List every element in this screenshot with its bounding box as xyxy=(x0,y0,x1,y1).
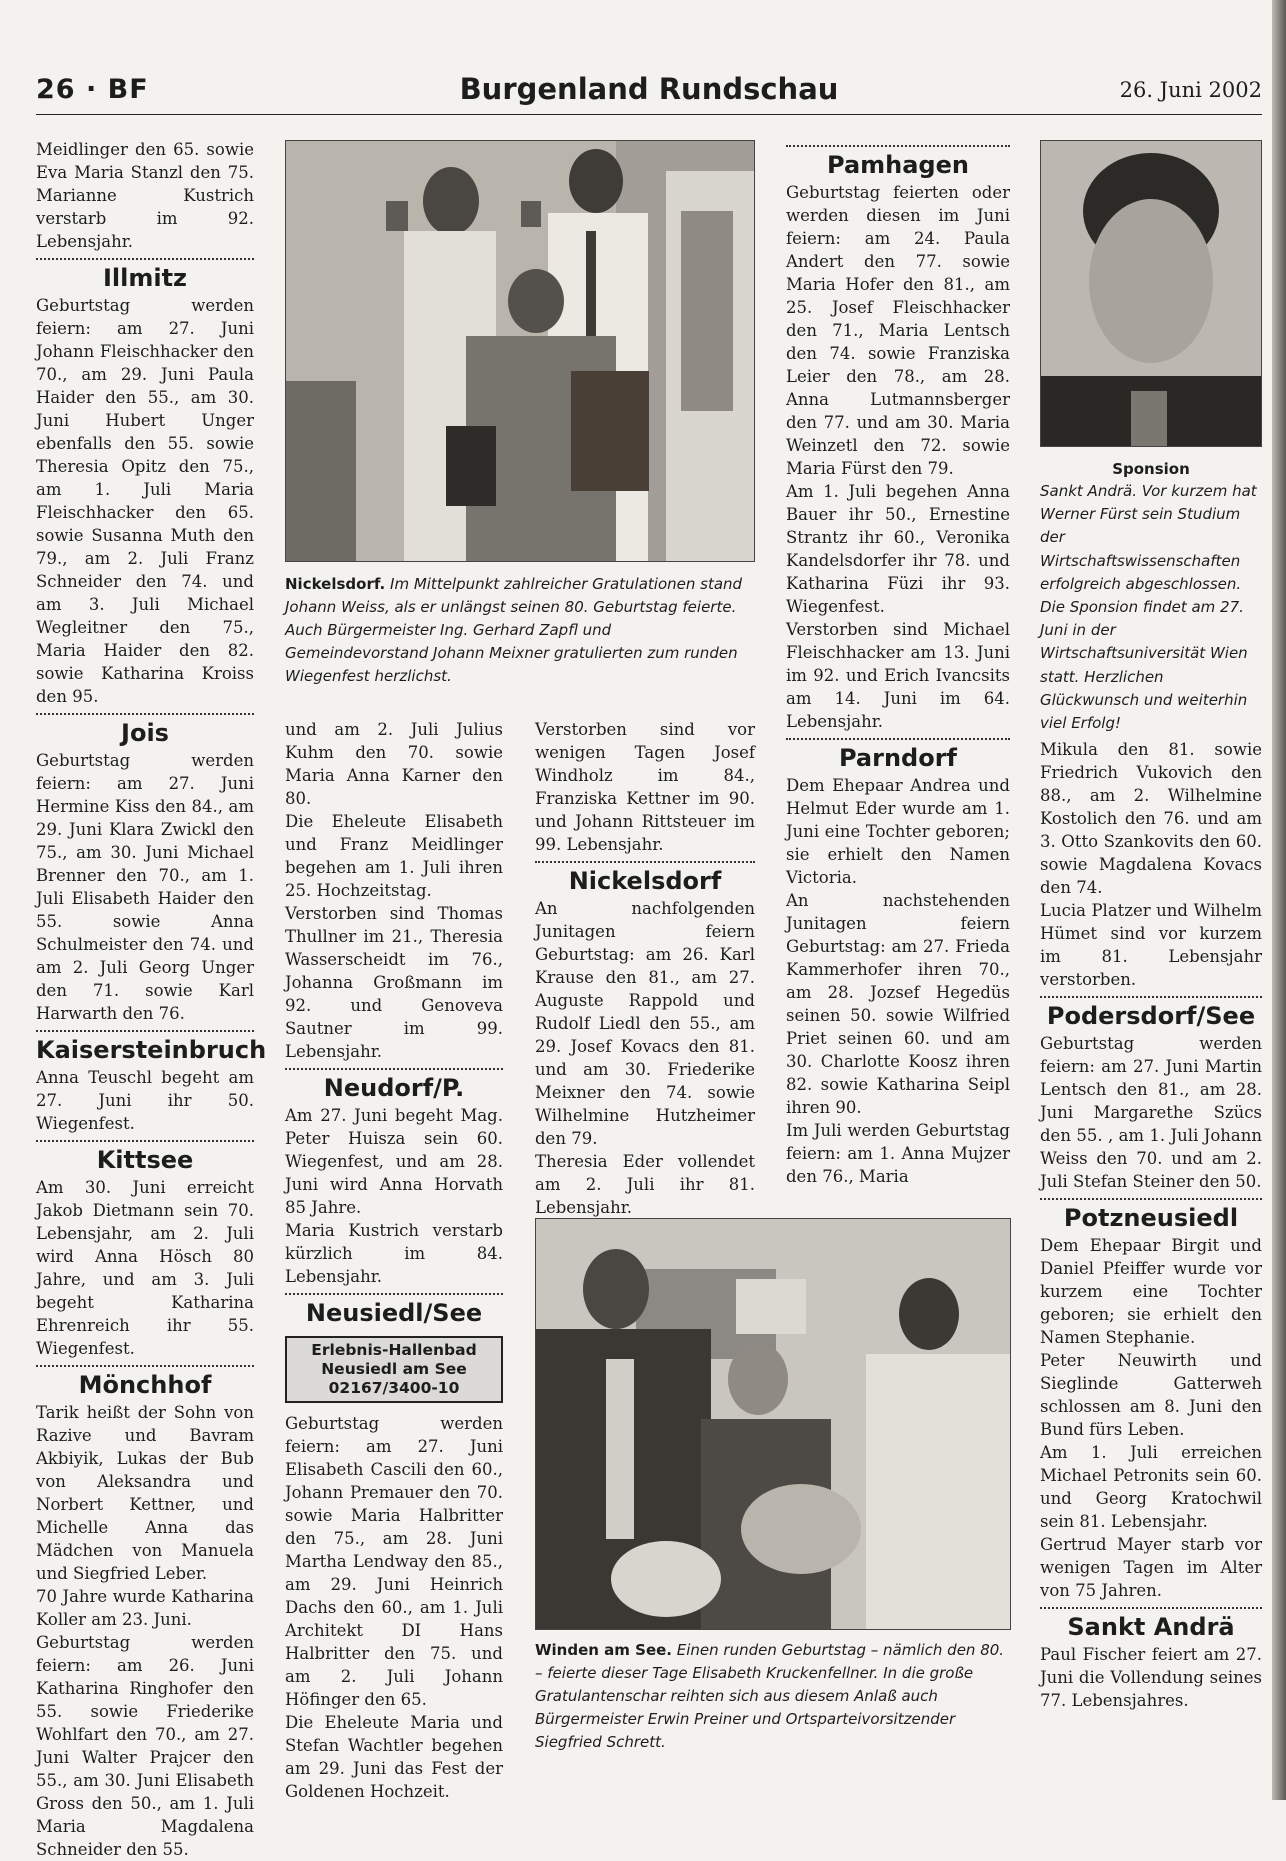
photo-winden-caption xyxy=(535,1639,1011,1754)
photo-werner-fuerst xyxy=(1040,140,1262,447)
potzneusiedl-text-2: Peter Neuwirth und Sieglinde Gatterweh schlossen am 8. Juni den Bund fürs Leben. xyxy=(1040,1351,1262,1439)
heading-sankt-andrae: Sankt Andrä xyxy=(1067,1613,1235,1641)
ad-phone: 02167/3400-10 xyxy=(328,1379,460,1397)
pamhagen-text-1: Geburtstag feierten oder werden diesen im Juni feiern: am 24. Paula Andert den 77. sowie Maria Hofer den 81., am 25. Josef Fleischhacker den 71., Maria Lentsch den 74. sowie Franziska Leier den 78., am 28. Anna Lutmannsberger den 77. und am 30. Maria Weinzetl den 72. sowie Maria Fürst den 79. xyxy=(786,183,1010,478)
illmitz-text: Geburtstag werden feiern: am 27. Juni Johann Fleischhacker den 70., am 29. Juni Paula Haider den 55., am 30. Juni Hubert Unger ebenfalls den 55. sowie Theresia Opitz den 75., am 1. Juli Maria Fleischhacker den 65. sowie Susanna Muth den 79., am 2. Juli Franz Schneider den 74. und am 3. Juli Michael Wegleitner den 75., Maria Haider den 82. sowie Katharina Kroiss den 95. xyxy=(36,296,254,706)
caption-text: Im Mittelpunkt zahlreicher Gratulationen stand Johann Weiss, als er unlängst seinen 80. Geburtstag feierte. Auch Bürgermeister Ing. Gerhard Zapfl und Gemeindevorstand Johann Meixner gratulierten zum runden Wiegenfest herzlichst. xyxy=(285,575,743,685)
parndorf-text-1: Dem Ehepaar Andrea und Helmut Eder wurde am 1. Juni eine Tochter geboren; sie erhielt den Namen Victoria. xyxy=(786,776,1010,887)
ad-line-1: Erlebnis-Hallenbad xyxy=(311,1341,477,1359)
divider xyxy=(285,1293,503,1295)
col3-text-1: Verstorben sind vor wenigen Tagen Josef Windholz im 84., Franziska Kettner im 90. und Johann Rittsteuer im 99. Lebensjahr. xyxy=(535,720,755,854)
issue-date: 26. Juni 2002 xyxy=(1119,78,1262,102)
col5-text-1: Mikula den 81. sowie Friedrich Vukovich den 88., am 2. Wilhelmine Kostolich den 76. und am 3. Otto Szankovits den 60. sowie Magdalena Kovacs den 74. xyxy=(1040,740,1262,897)
jois-text: Geburtstag werden feiern: am 27. Juni Hermine Kiss den 84., am 29. Juni Klara Zwickl den 75., am 30. Juni Michael Brenner den 70., am 1. Juli Elisabeth Haider den 55. sowie Anna Schulmeister den 74. und am 2. Juli Georg Unger den 71. sowie Karl Harwarth den 76. xyxy=(36,751,254,1023)
divider xyxy=(36,1140,254,1142)
col2-text-2: Die Eheleute Elisabeth und Franz Meidlinger begehen am 1. Juli ihren 25. Hochzeitstag. xyxy=(285,812,503,900)
heading-neusiedl: Neusiedl/See xyxy=(305,1299,483,1327)
page-edge-shadow xyxy=(1272,0,1286,1800)
divider xyxy=(535,861,755,863)
neusiedl-text-2: Die Eheleute Maria und Stefan Wachtler begehen am 29. Juni das Fest der Goldenen Hochzeit. xyxy=(285,1713,503,1801)
moenchhof-text-3: Geburtstag werden feiern: am 26. Juni Katharina Ringhofer den 55. sowie Friederike Wohlfart den 70., am 27. Juni Walter Prajcer den 55., am 30. Juni Elisabeth Gross den 50., am 1. Juli Maria Magdalena Schneider den 55. xyxy=(36,1633,254,1859)
neudorf-text-1: Am 27. Juni begeht Mag. Peter Huisza sein 60. Wiegenfest, und am 28. Juni wird Anna Horvath 85 Jahre. xyxy=(285,1106,503,1217)
divider xyxy=(1040,996,1262,998)
kittsee-text: Am 30. Juni erreicht Jakob Dietmann sein 70. Lebensjahr, am 2. Juli wird Anna Hösch 80 Jahre, und am 3. Juli begeht Katharina Ehrenreich ihr 55. Wiegenfest. xyxy=(36,1178,254,1358)
page-label: 26 · BF xyxy=(36,74,149,105)
potzneusiedl-text-4: Gertrud Mayer starb vor wenigen Tagen im Alter von 75 Jahren. xyxy=(1040,1535,1262,1600)
moenchhof-text-2: 70 Jahre wurde Katharina Koller am 23. Juni. xyxy=(36,1587,254,1629)
moenchhof-text-1: Tarik heißt der Sohn von Razive und Bavram Akbiyik, Lukas der Bub von Aleksandra und Norbert Kettner, und Michelle Anna das Mädchen von Manuela und Siegfried Leber. xyxy=(36,1403,254,1583)
heading-kittsee: Kittsee xyxy=(96,1146,194,1174)
ad-hallenbad xyxy=(285,1336,503,1403)
divider xyxy=(36,1030,254,1032)
neusiedl-text-1: Geburtstag werden feiern: am 27. Juni Elisabeth Cascili den 60., Johann Premauer den 70. sowie Maria Halbritter den 75., am 28. Juni Martha Lendway den 85., am 29. Juni Heinrich Dachs den 60., am 1. Juli Architekt DI Hans Halbritter den 75. und am 2. Juli Johann Höfinger den 65. xyxy=(285,1414,503,1709)
heading-podersdorf: Podersdorf/See xyxy=(1046,1002,1256,1030)
parndorf-text-2: An nachstehenden Junitagen feiern Geburtstag: am 27. Frieda Kammerhofer ihren 70., am 28. Jozsef Hegedüs seinen 50. sowie Wilfried Priet seinen 60. und am 30. Charlotte Koosz ihren 82. sowie Katharina Seipl ihren 90. xyxy=(786,891,1010,1117)
parndorf-text-3: Im Juli werden Geburtstag feiern: am 1. Anna Mujzer den 76., Maria xyxy=(786,1121,1010,1186)
pamhagen-text-3: Verstorben sind Michael Fleischhacker am 13. Juni im 92. und Erich Ivancsits am 14. Juni im 64. Lebensjahr. xyxy=(786,620,1010,731)
heading-potzneusiedl: Potzneusiedl xyxy=(1063,1204,1239,1232)
potzneusiedl-text-3: Am 1. Juli erreichen Michael Petronits sein 60. und Georg Kratochwil sein 81. Lebensjahr. xyxy=(1040,1443,1262,1531)
divider xyxy=(786,145,1010,147)
divider xyxy=(36,1365,254,1367)
divider xyxy=(1040,1607,1262,1609)
divider xyxy=(1040,1198,1262,1200)
sankt-andrae-text: Paul Fischer feiert am 27. Juni die Vollendung seines 77. Lebensjahres. xyxy=(1040,1645,1262,1710)
heading-kaisersteinbruch: Kaisersteinbruch xyxy=(36,1036,267,1064)
heading-neudorf: Neudorf/P. xyxy=(323,1074,465,1102)
col5-text-2: Lucia Platzer und Wilhelm Hümet sind vor kurzem im 81. Lebensjahr verstorben. xyxy=(1040,901,1262,989)
heading-moenchhof: Mönchhof xyxy=(78,1371,212,1399)
kaisersteinbruch-text: Anna Teuschl begeht am 27. Juni ihr 50. Wiegenfest. xyxy=(36,1068,254,1133)
publication-title: Burgenland Rundschau xyxy=(459,72,839,106)
nickelsdorf-text-1: An nachfolgenden Junitagen feiern Geburtstag: am 26. Karl Krause den 81., am 27. Auguste Rappold und Rudolf Liedl den 55., am 29. Josef Kovacs den 81. und am 30. Friederike Meixner den 74. sowie Wilhelmine Hutzheimer den 79. xyxy=(535,899,755,1148)
heading-nickelsdorf: Nickelsdorf xyxy=(568,867,722,895)
nickelsdorf-text-2: Theresia Eder vollendet am 2. Juli ihr 81. Lebensjahr. xyxy=(535,1152,755,1217)
caption-text: Einen runden Geburtstag – nämlich den 80. – feierte dieser Tage Elisabeth Kruckenfellner. In die große Gratulantenschar reihten sich aus diesem Anlaß auch Bürgermeister Erwin Preiner und Ortsparteivorsitzender Siegfried Schrett. xyxy=(535,1641,1005,1751)
potzneusiedl-text-1: Dem Ehepaar Birgit und Daniel Pfeiffer wurde vor kurzem eine Tochter geboren; sie erhielt den Namen Stephanie. xyxy=(1040,1236,1262,1347)
caption-lead: Winden am See. xyxy=(535,1641,672,1659)
column-1 xyxy=(36,138,267,1861)
col2-text-3: Verstorben sind Thomas Thullner im 21., Theresia Wasserscheidt im 76., Johanna Großmann im 92. und Genoveva Sautner im 99. Lebensjahr. xyxy=(285,904,503,1061)
photo-nickelsdorf-caption xyxy=(285,573,755,688)
heading-illmitz: Illmitz xyxy=(102,264,188,292)
column-2 xyxy=(285,718,503,1803)
heading-pamhagen: Pamhagen xyxy=(827,151,969,179)
pamhagen-text-2: Am 1. Juli begehen Anna Bauer ihr 50., Ernestine Strantz ihr 60., Veronika Kandelsdorfer ihr 78. und Katharina Füzi ihr 93. Wiegenfest. xyxy=(786,482,1010,616)
photo-winden xyxy=(535,1218,1011,1630)
heading-parndorf: Parndorf xyxy=(838,744,957,772)
sponsion-block xyxy=(1040,458,1262,735)
sponsion-title: Sponsion xyxy=(1112,460,1190,478)
masthead xyxy=(36,70,1262,115)
col2-text-1: und am 2. Juli Julius Kuhm den 70. sowie Maria Anna Karner den 80. xyxy=(285,720,503,808)
ad-line-2: Neusiedl am See xyxy=(321,1360,467,1378)
sponsion-text: Sankt Andrä. Vor kurzem hat Werner Fürst sein Studium der Wirtschaftswissenschaften erfolgreich abgeschlossen. Die Sponsion findet am 27. Juni in der Wirtschaftsuniversität Wien statt. Herzlichen Glückwunsch und weiterhin viel Erfolg! xyxy=(1040,482,1257,733)
column-4 xyxy=(786,140,1010,1188)
divider xyxy=(36,713,254,715)
photo-nickelsdorf xyxy=(285,140,755,562)
divider xyxy=(786,738,1010,740)
divider xyxy=(36,258,254,260)
podersdorf-text: Geburtstag werden feiern: am 27. Juni Martin Lentsch den 81., am 28. Juni Margarethe Szücs den 55. , am 1. Juli Johann Weiss den 70. und am 2. Juli Stefan Steiner den 50. xyxy=(1040,1034,1262,1191)
column-3 xyxy=(535,718,755,1219)
heading-jois: Jois xyxy=(121,719,169,747)
col1-intro: Meidlinger den 65. sowie Eva Maria Stanzl den 75. Marianne Kustrich verstarb im 92. Lebensjahr. xyxy=(36,140,254,251)
neudorf-text-2: Maria Kustrich verstarb kürzlich im 84. Lebensjahr. xyxy=(285,1221,503,1286)
caption-lead: Nickelsdorf. xyxy=(285,575,386,593)
column-5 xyxy=(1040,738,1262,1712)
divider xyxy=(285,1068,503,1070)
